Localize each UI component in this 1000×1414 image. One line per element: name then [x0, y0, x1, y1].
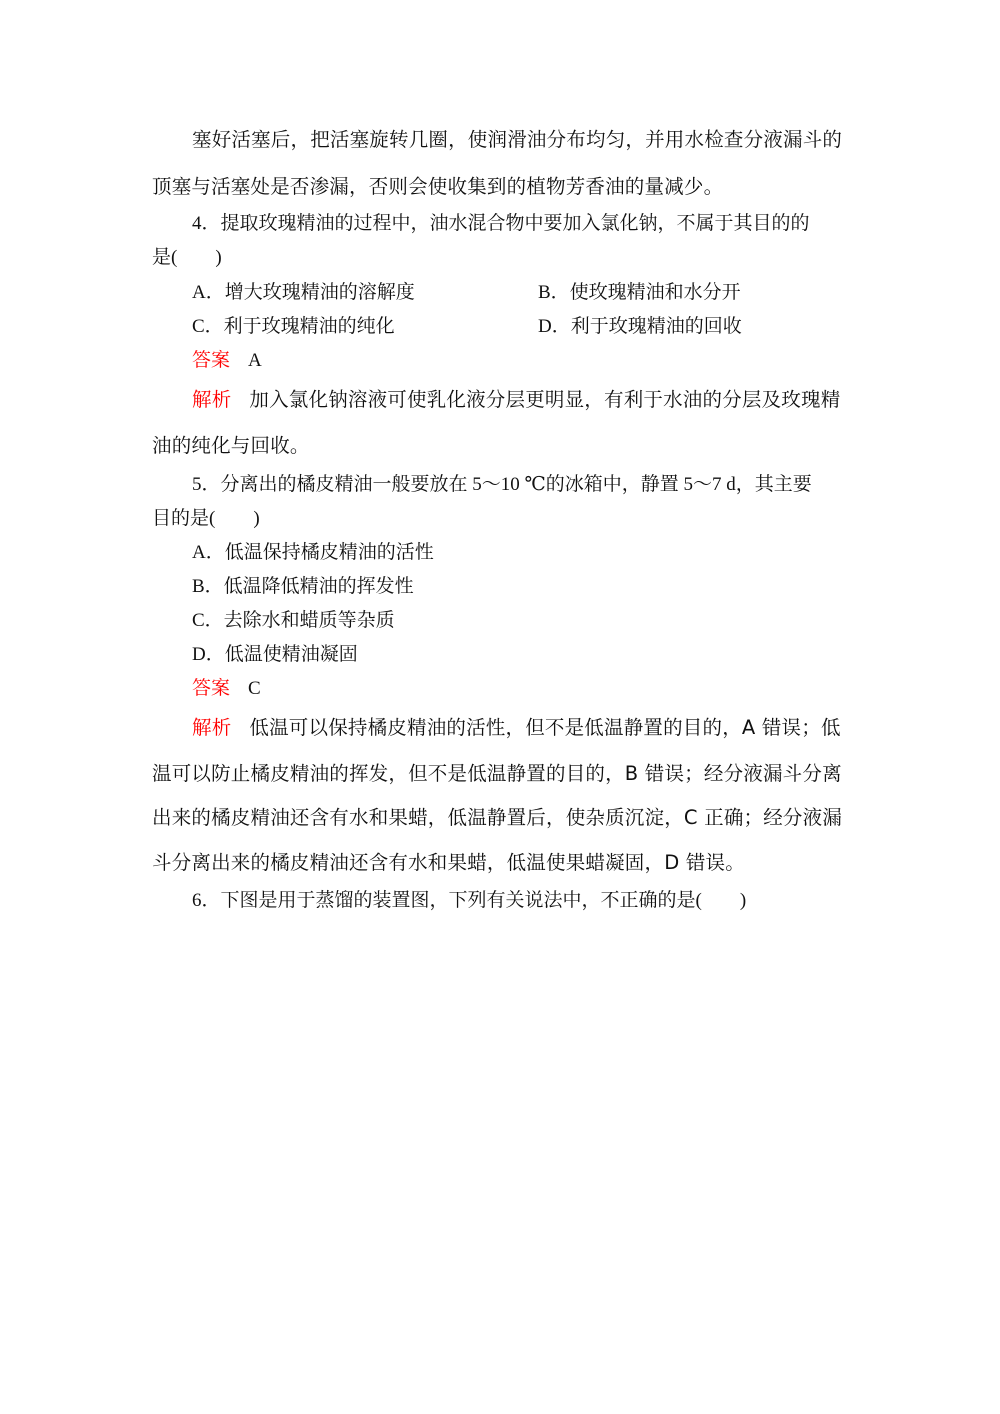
answer-value: C — [248, 678, 261, 699]
q5-analysis-line-3: 出来的橘皮精油还含有水和果蜡，低温静置后，使杂质沉淀，C 正确；经分液漏 — [152, 806, 843, 829]
answer-label: 答案 — [192, 350, 231, 371]
answer-label: 答案 — [192, 678, 231, 699]
q5-answer — [192, 677, 892, 701]
q4-option-d: D．利于玫瑰精油的回收 — [538, 316, 742, 337]
q5-analysis-line-1 — [192, 716, 892, 740]
q4-option-a: A．增大玫瑰精油的溶解度 — [192, 282, 415, 303]
analysis-text: 低温可以保持橘皮精油的活性，但不是低温静置的目的，A 错误；低 — [249, 716, 841, 739]
intro-line-2: 顶塞与活塞处是否渗漏，否则会使收集到的植物芳香油的量减少。 — [152, 175, 724, 198]
q4-analysis-line-1 — [192, 388, 892, 412]
q5-option-c: C．去除水和蜡质等杂质 — [192, 610, 395, 631]
q4-option-c: C．利于玫瑰精油的纯化 — [192, 316, 395, 337]
analysis-label: 解析 — [192, 388, 232, 411]
q4-answer — [192, 349, 892, 373]
q4-analysis-line-2: 油的纯化与回收。 — [152, 434, 310, 457]
intro-line-1: 塞好活塞后，把活塞旋转几圈，使润滑油分布均匀，并用水检查分液漏斗的 — [192, 128, 843, 151]
q4-options-row-1 — [192, 281, 892, 305]
q5-option-d: D．低温使精油凝固 — [192, 644, 358, 665]
q6-stem-line-1: 6．下图是用于蒸馏的装置图，下列有关说法中，不正确的是( ) — [192, 890, 747, 911]
q5-option-b: B．低温降低精油的挥发性 — [192, 576, 414, 597]
q5-stem-line-2: 目的是( ) — [152, 508, 260, 529]
q5-analysis-line-4: 斗分离出来的橘皮精油还含有水和果蜡，低温使果蜡凝固，D 错误。 — [152, 851, 745, 874]
analysis-text: 加入氯化钠溶液可使乳化液分层更明显，有利于水油的分层及玫瑰精 — [249, 388, 841, 411]
q5-stem-line-1: 5．分离出的橘皮精油一般要放在 5～10 ℃的冰箱中，静置 5～7 d，其主要 — [192, 474, 812, 495]
q5-option-a: A．低温保持橘皮精油的活性 — [192, 542, 434, 563]
analysis-label: 解析 — [192, 716, 232, 739]
q4-stem-line-2: 是( ) — [152, 247, 222, 268]
q4-options-row-2 — [192, 315, 892, 339]
q4-option-b: B．使玫瑰精油和水分开 — [538, 282, 741, 303]
answer-value: A — [248, 350, 262, 371]
q4-stem-line-1: 4．提取玫瑰精油的过程中，油水混合物中要加入氯化钠，不属于其目的的 — [192, 213, 810, 234]
q5-analysis-line-2: 温可以防止橘皮精油的挥发，但不是低温静置的目的，B 错误；经分液漏斗分离 — [152, 762, 842, 785]
